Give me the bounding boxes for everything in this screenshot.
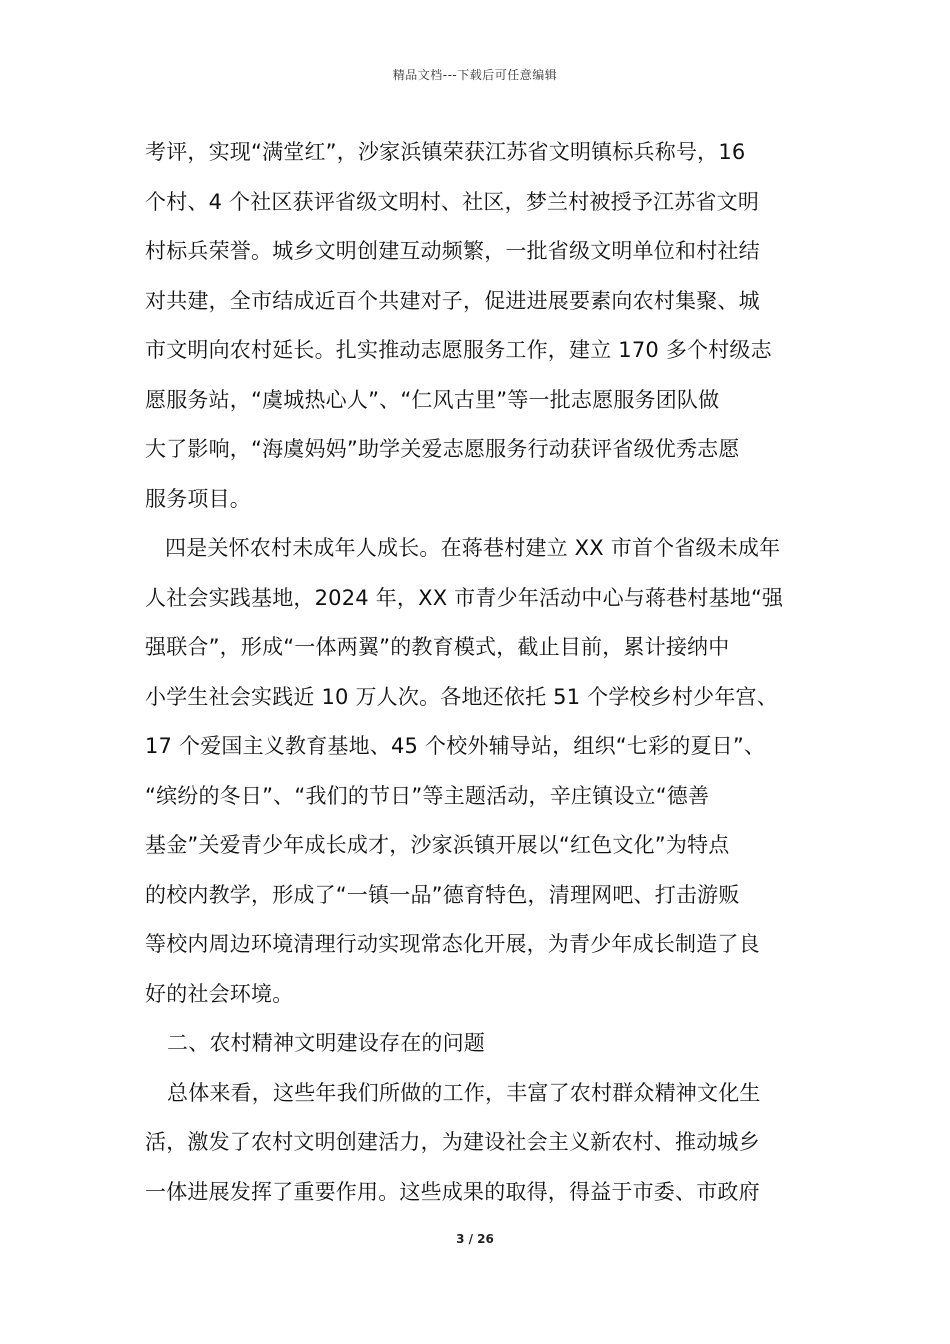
section-heading: 二、农村精神文明建设存在的问题: [167, 1031, 485, 1055]
paragraph-start-line: 总体来看，这些年我们所做的工作，丰富了农村群众精神文化生: [167, 1080, 761, 1105]
page-number: 3 / 26: [456, 1232, 494, 1246]
text-line: 个村、4 个社区获评省级文明村、社区，梦兰村被授予江苏省文明: [145, 189, 760, 214]
text-line: 村标兵荣誉。城乡文明创建互动频繁，一批省级文明单位和村社结: [145, 239, 760, 263]
text-line: 大了影响，“海虞妈妈”助学关爱志愿服务行动获评省级优秀志愿: [145, 437, 740, 461]
text-line: 的校内教学，形成了“一镇一品”德育特色，清理网吧、打击游贩: [145, 882, 740, 907]
document-body: [145, 128, 825, 1217]
text-line: 活，激发了农村文明创建活力，为建设社会主义新农村、推动城乡: [145, 1130, 760, 1154]
paragraph-start-line: 四是关怀农村未成年人成长。在蒋巷村建立 XX 市首个省级未成年: [165, 536, 781, 560]
text-line: 考评，实现“满堂红”，沙家浜镇荣获江苏省文明镇标兵称号，16: [145, 140, 746, 164]
text-line: 小学生社会实践近 10 万人次。各地还依托 51 个学校乡村少年宫、: [145, 684, 778, 709]
text-line: 市文明向农村延长。扎实推动志愿服务工作，建立 170 多个村级志: [145, 338, 772, 362]
text-line: 强联合”，形成“一体两翼”的教育模式，截止目前，累计接纳中: [145, 635, 730, 659]
text-line: “缤纷的冬日”、“我们的节日”等主题活动，辛庄镇设立“德善: [145, 783, 710, 808]
text-line: 17 个爱国主义教育基地、45 个校外辅导站，组织“七彩的夏日”、: [145, 734, 766, 758]
text-line: 好的社会环境。: [145, 981, 294, 1006]
text-line: 人社会实践基地，2024 年，XX 市青少年活动中心与蒋巷村基地“强: [145, 585, 784, 610]
text-line: 对共建，全市结成近百个共建对子，促进进展要素向农村集聚、城: [145, 288, 760, 313]
text-line: 愿服务站，“虞城热心人”、“仁风古里”等一批志愿服务团队做: [145, 387, 720, 412]
text-line: 一体进展发挥了重要作用。这些成果的取得，得益于市委、市政府: [145, 1179, 760, 1204]
page-header: 精品文档---下载后可任意编辑: [392, 68, 558, 82]
text-line: 服务项目。: [145, 486, 251, 511]
text-line: 等校内周边环境清理行动实现常态化开展，为青少年成长制造了良: [145, 932, 760, 956]
text-line: 基金”关爱青少年成长成才，沙家浜镇开展以“红色文化”为特点: [145, 833, 730, 857]
